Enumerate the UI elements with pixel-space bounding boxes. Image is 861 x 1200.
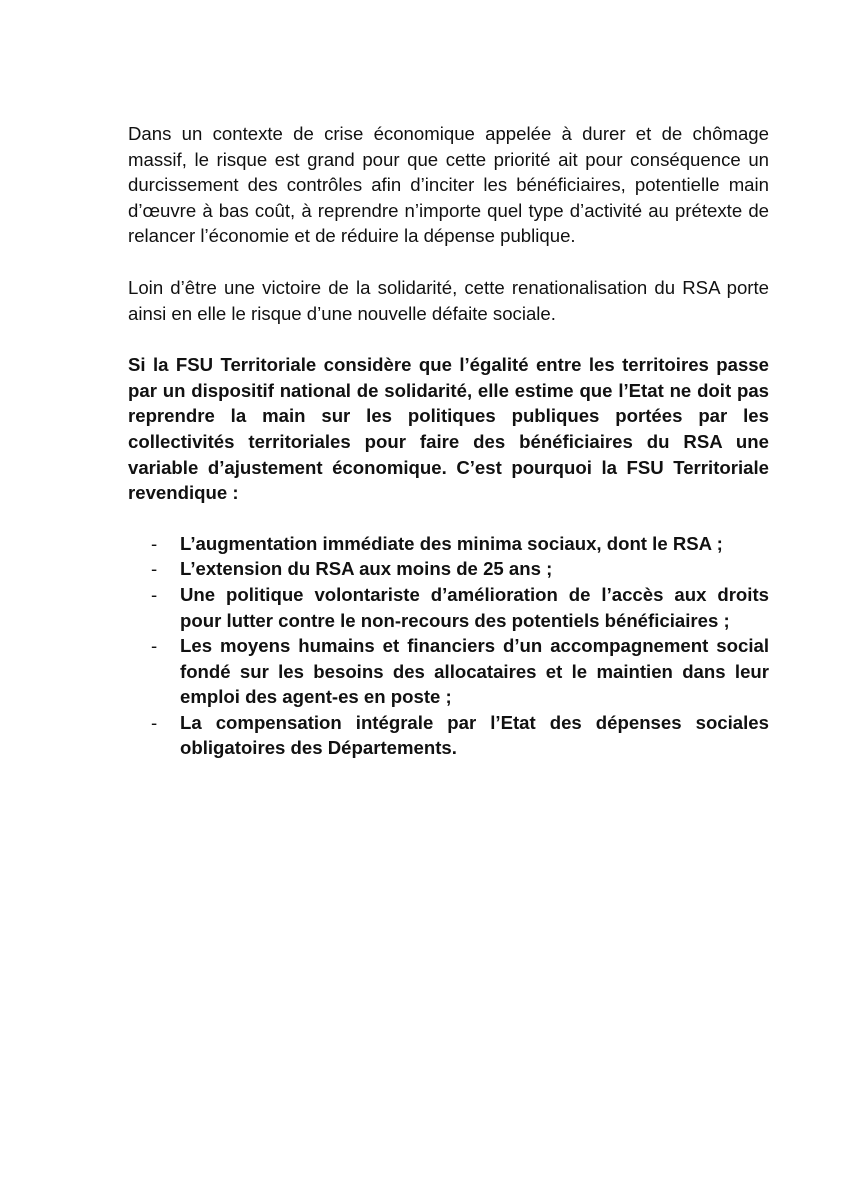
demand-text: La compensation intégrale par l’Etat des dépenses sociales obligatoires des Départements. — [180, 711, 769, 759]
demand-text: Une politique volontariste d’amélioration de l’accès aux droits pour lutter contre le non-recours des potentiels bénéficiaires ; — [180, 583, 769, 631]
paragraph-economic-context: Dans un contexte de crise économique appelée à durer et de chômage massif, le risque est grand pour que cette priorité ait pour conséquence un durcissement des contrôles afin d’inciter les bénéficiaires, potentielle main d’œuvre à bas coût, à reprendre n’importe quel type d’activité au prétexte de relancer l’économie et de réduire la dépense publique. — [128, 123, 769, 247]
paragraph-social-defeat: Loin d’être une victoire de la solidarité, cette renationalisation du RSA porte ainsi en elle le risque d’une nouvelle défaite sociale. — [128, 276, 769, 324]
bullet-dash: - — [151, 635, 158, 657]
bullet-dash: - — [151, 583, 158, 605]
list-item — [151, 556, 769, 582]
list-item — [151, 582, 769, 633]
list-item — [151, 633, 769, 710]
demand-text: L’extension du RSA aux moins de 25 ans ; — [180, 558, 553, 580]
demand-text: L’augmentation immédiate des minima sociaux, dont le RSA ; — [180, 532, 723, 554]
bullet-dash: - — [151, 532, 158, 554]
demand-text: Les moyens humains et financiers d’un accompagnement social fondé sur les besoins des allocataires et le maintien dans leur emploi des agent-es en poste ; — [180, 635, 769, 708]
demands-list — [128, 531, 769, 761]
list-item — [151, 531, 769, 557]
document-body — [128, 121, 769, 761]
list-item — [151, 710, 769, 761]
bullet-dash: - — [151, 558, 158, 580]
bullet-dash: - — [151, 711, 158, 733]
paragraph-fsu-position: Si la FSU Territoriale considère que l’égalité entre les territoires passe par un dispositif national de solidarité, elle estime que l’Etat ne doit pas reprendre la main sur les politiques publiques portées par les collectivités territoriales pour faire des bénéficiaires du RSA une variable d’ajustement économique. C’est pourquoi la FSU Territoriale revendique : — [128, 354, 769, 504]
